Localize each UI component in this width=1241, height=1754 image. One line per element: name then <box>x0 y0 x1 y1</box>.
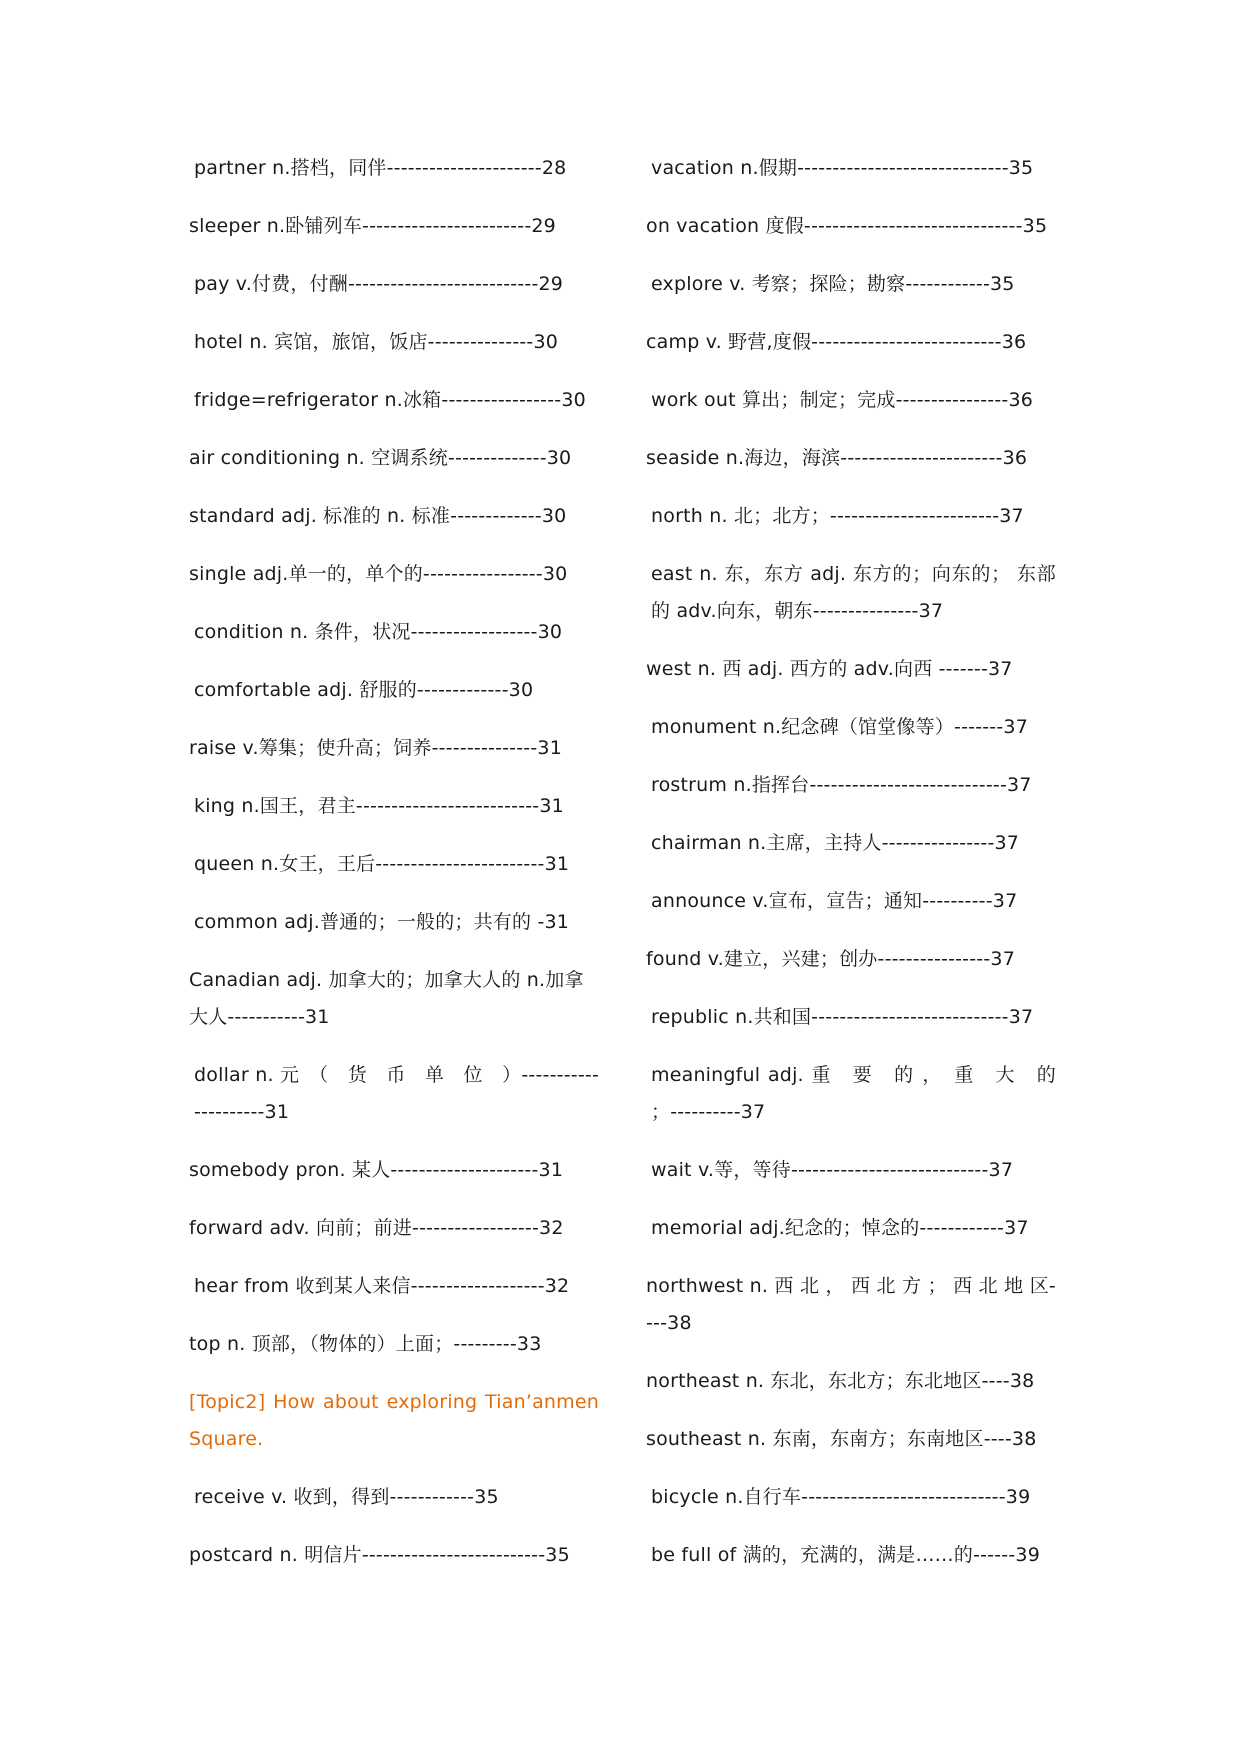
vocabulary-entry: hotel n. 宾馆，旅馆，饭店---------------30 <box>194 331 559 353</box>
vocabulary-entry: common adj.普通的；一般的；共有的 -31 <box>194 911 570 933</box>
vocabulary-entry: seaside n.海边，海滨-----------------------36 <box>646 447 1028 469</box>
topic-heading: [Topic2] How about exploring Tian’anmen Square. <box>189 1391 599 1450</box>
vocabulary-entry: dollar n. 元 （ 货 币 单 位 ）---------------------31 <box>194 1064 599 1123</box>
vocabulary-entry: be full of 满的，充满的，满是……的------39 <box>651 1544 1040 1566</box>
vocabulary-entry: north n. 北；北方；------------------------37 <box>651 505 1024 527</box>
right-column <box>646 150 1056 1595</box>
vocabulary-entry: king n.国王，君主--------------------------31 <box>194 795 564 817</box>
vocabulary-entry: hear from 收到某人来信-------------------32 <box>194 1275 570 1297</box>
vocabulary-entry: monument n.纪念碑（馆堂像等）-------37 <box>651 716 1028 738</box>
vocabulary-entry: Canadian adj. 加拿大的；加拿大人的 n.加拿大人-----------31 <box>189 969 584 1028</box>
vocabulary-entry: west n. 西 adj. 西方的 adv.向西 -------37 <box>646 658 1013 680</box>
vocabulary-entry: work out 算出；制定；完成----------------36 <box>651 389 1034 411</box>
vocabulary-entry: comfortable adj. 舒服的-------------30 <box>194 679 534 701</box>
vocabulary-entry: forward adv. 向前；前进------------------32 <box>189 1217 564 1239</box>
vocabulary-entry: wait v.等，等待----------------------------37 <box>651 1159 1014 1181</box>
vocabulary-entry: republic n.共和国----------------------------37 <box>651 1006 1034 1028</box>
vocabulary-entry: chairman n.主席，主持人----------------37 <box>651 832 1020 854</box>
vocabulary-entry: raise v.筹集；使升高；饲养---------------31 <box>189 737 562 759</box>
vocabulary-entry: postcard n. 明信片--------------------------35 <box>189 1544 570 1566</box>
vocabulary-entry: air conditioning n. 空调系统--------------30 <box>189 447 572 469</box>
vocabulary-entry: receive v. 收到，得到------------35 <box>194 1486 499 1508</box>
vocabulary-entry: queen n.女王，王后------------------------31 <box>194 853 570 875</box>
vocabulary-entry: vacation n.假期------------------------------35 <box>651 157 1034 179</box>
vocabulary-entry: on vacation 度假-------------------------------35 <box>646 215 1048 237</box>
vocabulary-entry: memorial adj.纪念的；悼念的------------37 <box>651 1217 1029 1239</box>
vocabulary-entry: partner n.搭档，同伴----------------------28 <box>194 157 567 179</box>
vocabulary-entry: southeast n. 东南，东南方；东南地区----38 <box>646 1428 1037 1450</box>
vocabulary-entry: announce v.宣布，宣告；通知----------37 <box>651 890 1018 912</box>
left-column <box>189 150 599 1595</box>
vocabulary-entry: single adj.单一的，单个的-----------------30 <box>189 563 568 585</box>
vocabulary-entry: meaningful adj. 重 要 的 ， 重 大 的 ；----------37 <box>651 1064 1056 1123</box>
vocabulary-entry: standard adj. 标准的 n. 标准-------------30 <box>189 505 567 527</box>
vocabulary-entry: rostrum n.指挥台----------------------------37 <box>651 774 1032 796</box>
vocabulary-entry: northwest n. 西 北 ， 西 北 方 ； 西 北 地 区----38 <box>646 1275 1056 1334</box>
vocabulary-entry: northeast n. 东北，东北方；东北地区----38 <box>646 1370 1035 1392</box>
vocabulary-entry: somebody pron. 某人---------------------31 <box>189 1159 564 1181</box>
vocabulary-entry: top n. 顶部，（物体的）上面；---------33 <box>189 1333 542 1355</box>
vocabulary-entry: camp v. 野营,度假---------------------------36 <box>646 331 1027 353</box>
vocabulary-entry: sleeper n.卧铺列车------------------------29 <box>189 215 556 237</box>
vocabulary-entry: fridge=refrigerator n.冰箱-----------------30 <box>194 389 586 411</box>
vocabulary-entry: pay v.付费，付酬---------------------------29 <box>194 273 564 295</box>
vocabulary-entry: explore v. 考察；探险；勘察------------35 <box>651 273 1015 295</box>
vocabulary-entry: east n. 东，东方 adj. 东方的；向东的； 东部的 adv.向东，朝东---------------37 <box>651 563 1056 622</box>
vocabulary-entry: condition n. 条件，状况------------------30 <box>194 621 563 643</box>
vocabulary-entry: found v.建立，兴建；创办----------------37 <box>646 948 1015 970</box>
vocabulary-entry: bicycle n.自行车-----------------------------39 <box>651 1486 1031 1508</box>
